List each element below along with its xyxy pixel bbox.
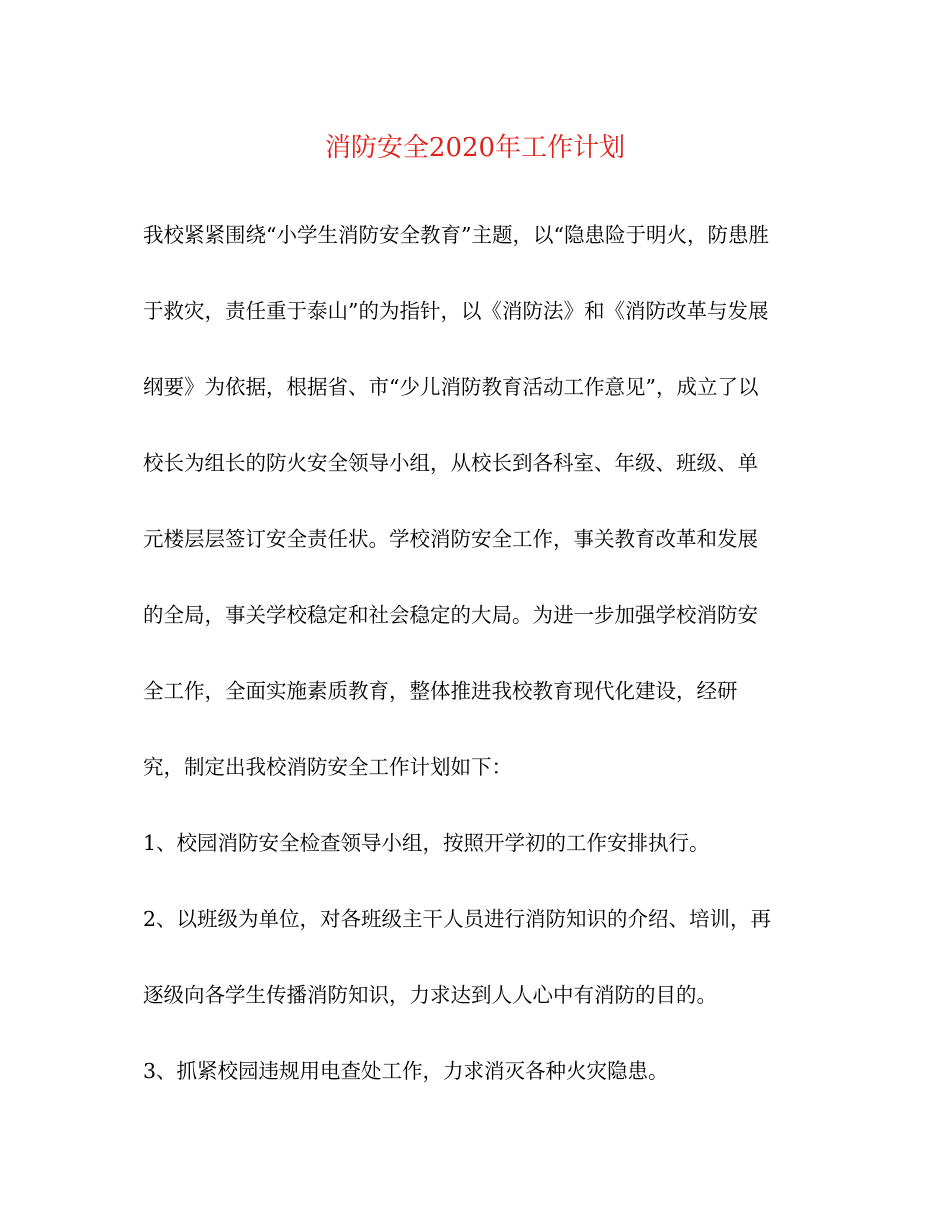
- document-body: [143, 212, 823, 1124]
- paragraph-line: 校长为组长的防火安全领导小组，从校长到各科室、年级、班级、单: [143, 451, 758, 475]
- paragraph-line: 于救灾，责任重于泰山”的为指针，以《消防法》和《消防改革与发展: [143, 299, 769, 323]
- list-item-2-line-2: 逐级向各学生传播消防知识，力求达到人人心中有消防的目的。: [143, 983, 717, 1007]
- list-item-2-line-1: 2、以班级为单位，对各班级主干人员进行消防知识的介绍、培训，再: [143, 907, 772, 931]
- paragraph-line: 我校紧紧围绕“小学生消防安全教育”主题，以“隐患险于明火，防患胜: [143, 223, 769, 247]
- list-item-3: 3、抓紧校园违规用电查处工作，力求消灭各种火灾隐患。: [143, 1059, 669, 1083]
- list-item-1: 1、校园消防安全检查领导小组，按照开学初的工作安排执行。: [143, 831, 710, 855]
- paragraph-line: 究，制定出我校消防安全工作计划如下：: [143, 755, 512, 779]
- paragraph-line: 元楼层层签订安全责任状。学校消防安全工作，事关教育改革和发展: [143, 527, 758, 551]
- document-title: 消防安全2020年工作计划: [324, 133, 626, 163]
- paragraph-line: 的全局，事关学校稳定和社会稳定的大局。为进一步加强学校消防安: [143, 603, 758, 627]
- paragraph-line: 纲要》为依据，根据省、市“少儿消防教育活动工作意见”，成立了以: [143, 375, 759, 399]
- paragraph-line: 全工作，全面实施素质教育，整体推进我校教育现代化建设，经研: [143, 679, 738, 703]
